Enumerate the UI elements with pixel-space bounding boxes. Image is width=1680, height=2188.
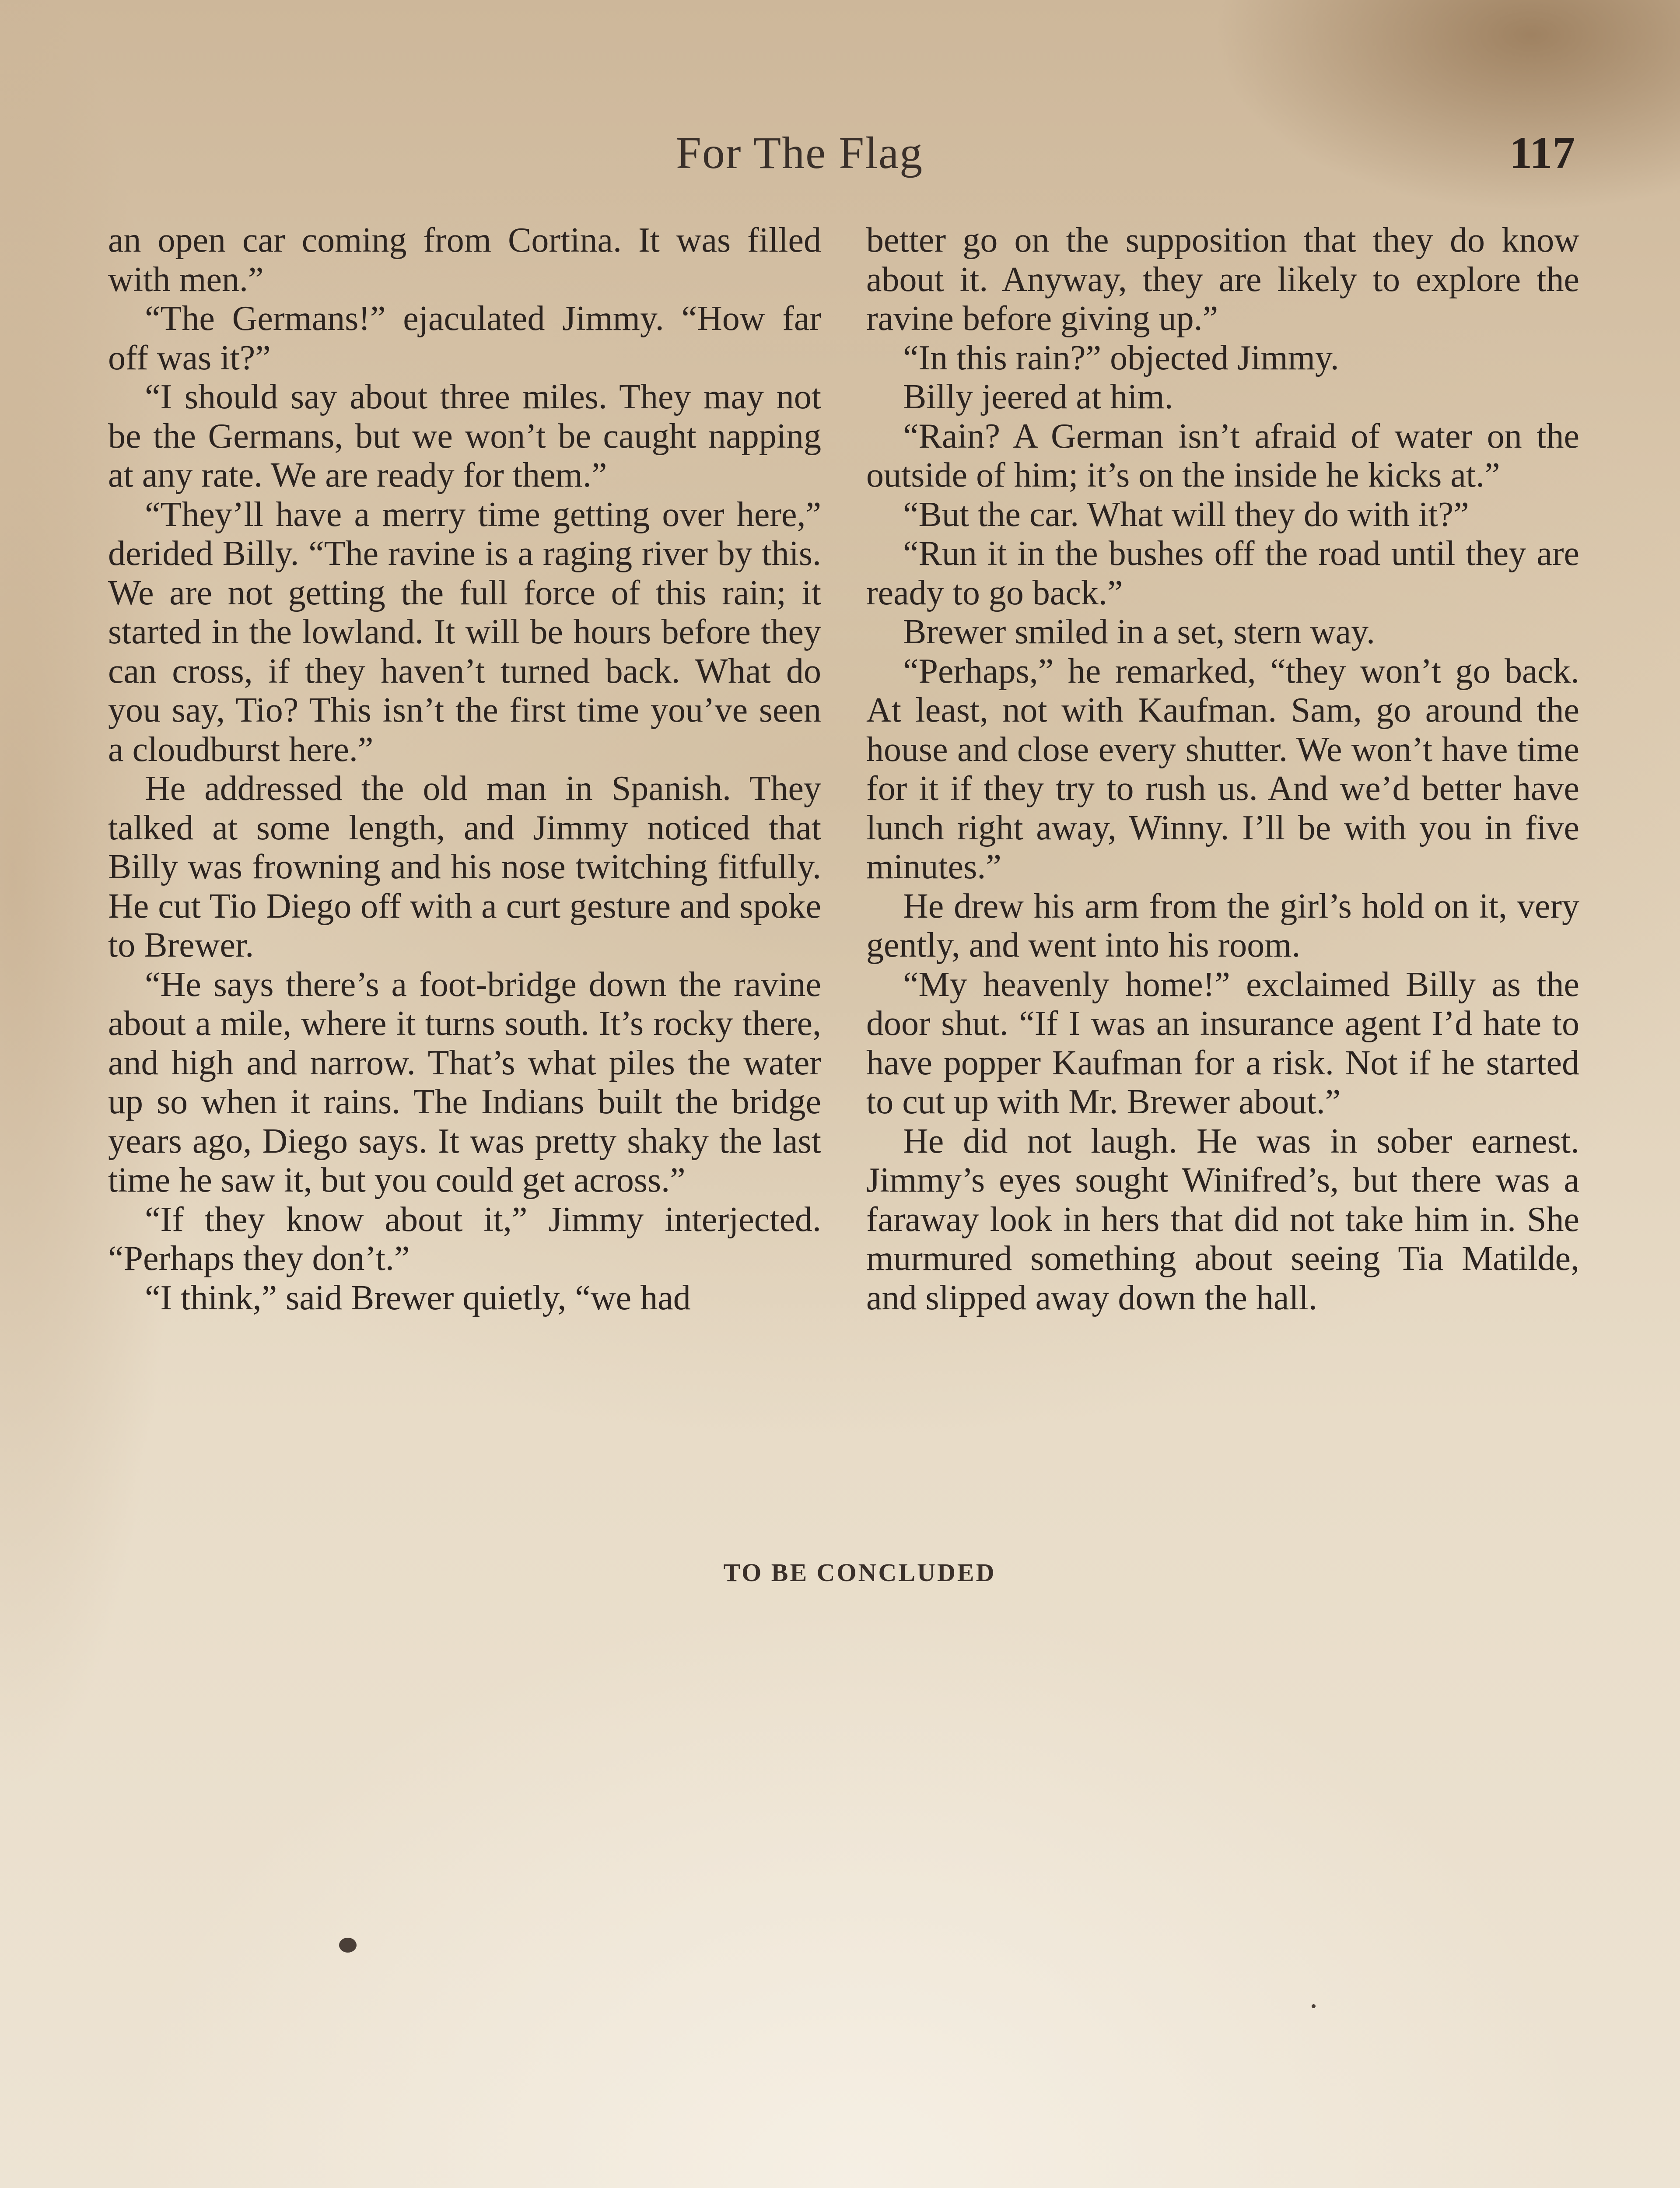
to-be-concluded-note <box>0 1558 1680 1587</box>
ink-speck <box>1312 2004 1316 2008</box>
paragraph: better go on the supposition that they do know about it. Anyway, they are likely to explore the ravine before giving up.” <box>866 221 1579 338</box>
paragraph: Brewer smiled in a set, stern way. <box>903 613 1375 651</box>
paragraph: “I think,” said Brewer quietly, “we had <box>145 1278 691 1317</box>
paragraph: “Rain? A German isn’t afraid of water on the outside of him; it’s on the inside he kicks at.” <box>866 417 1579 494</box>
paragraph: an open car coming from Cortina. It was filled with men.” <box>108 221 821 299</box>
paragraph: He addressed the old man in Spanish. They talked at some length, and Jimmy noticed that Billy was frowning and his nose twitching fitfully. He cut Tio Diego off with a curt gesture and spoke to Brewer. <box>108 769 821 964</box>
page-number: 117 <box>1509 128 1575 178</box>
paragraph: “They’ll have a merry time getting over here,” derided Billy. “The ravine is a raging river by this. We are not getting the full force of this rain; it started in the lowland. It will be hours before they can cross, if they haven’t turned back. What do you say, Tio? This isn’t the first time you’ve seen a cloudburst here.” <box>108 495 821 769</box>
ink-speck <box>339 1938 357 1953</box>
paragraph: “My heavenly home!” exclaimed Billy as the door shut. “If I was an insurance agent I’d hate to have popper Kaufman for a risk. Not if he started to cut up with Mr. Brewer about.” <box>866 965 1579 1121</box>
running-head: For The Flag <box>676 128 924 178</box>
paragraph: He did not laugh. He was in sober earnest. Jimmy’s eyes sought Winifred’s, but there was a faraway look in hers that did not take him in. She murmured something about seeing Tia Matilde, and slipped away down the hall. <box>866 1122 1579 1317</box>
left-column <box>108 221 821 1318</box>
paragraph: “In this rain?” objected Jimmy. <box>903 338 1339 377</box>
paragraph: Billy jeered at him. <box>903 378 1173 416</box>
page-header <box>0 123 1680 193</box>
paragraph: “If they know about it,” Jimmy interjected. “Perhaps they don’t.” <box>108 1200 821 1278</box>
paragraph: “Perhaps,” he remarked, “they won’t go back. At least, not with Kaufman. Sam, go around the house and close every shutter. We won’t have time for it if they try to rush us. And we’d better have lunch right away, Winny. I’ll be with you in five minutes.” <box>866 652 1579 886</box>
paragraph: “But the car. What will they do with it?” <box>903 495 1469 534</box>
footer-note-text: TO BE CONCLUDED <box>723 1558 996 1587</box>
paragraph: He drew his arm from the girl’s hold on it, very gently, and went into his room. <box>866 887 1579 964</box>
paragraph: “I should say about three miles. They may not be the Germans, but we won’t be caught napping at any rate. We are ready for them.” <box>108 378 821 494</box>
paragraph: “Run it in the bushes off the road until they are ready to go back.” <box>866 534 1579 612</box>
right-column <box>866 221 1579 1318</box>
paragraph: “The Germans!” ejaculated Jimmy. “How far off was it?” <box>108 299 821 377</box>
paragraph: “He says there’s a foot-bridge down the ravine about a mile, where it turns south. It’s rocky there, and high and narrow. That’s what piles the water up so when it rains. The Indians built the bridge years ago, Diego says. It was pretty shaky the last time he saw it, but you could get across.” <box>108 965 821 1199</box>
